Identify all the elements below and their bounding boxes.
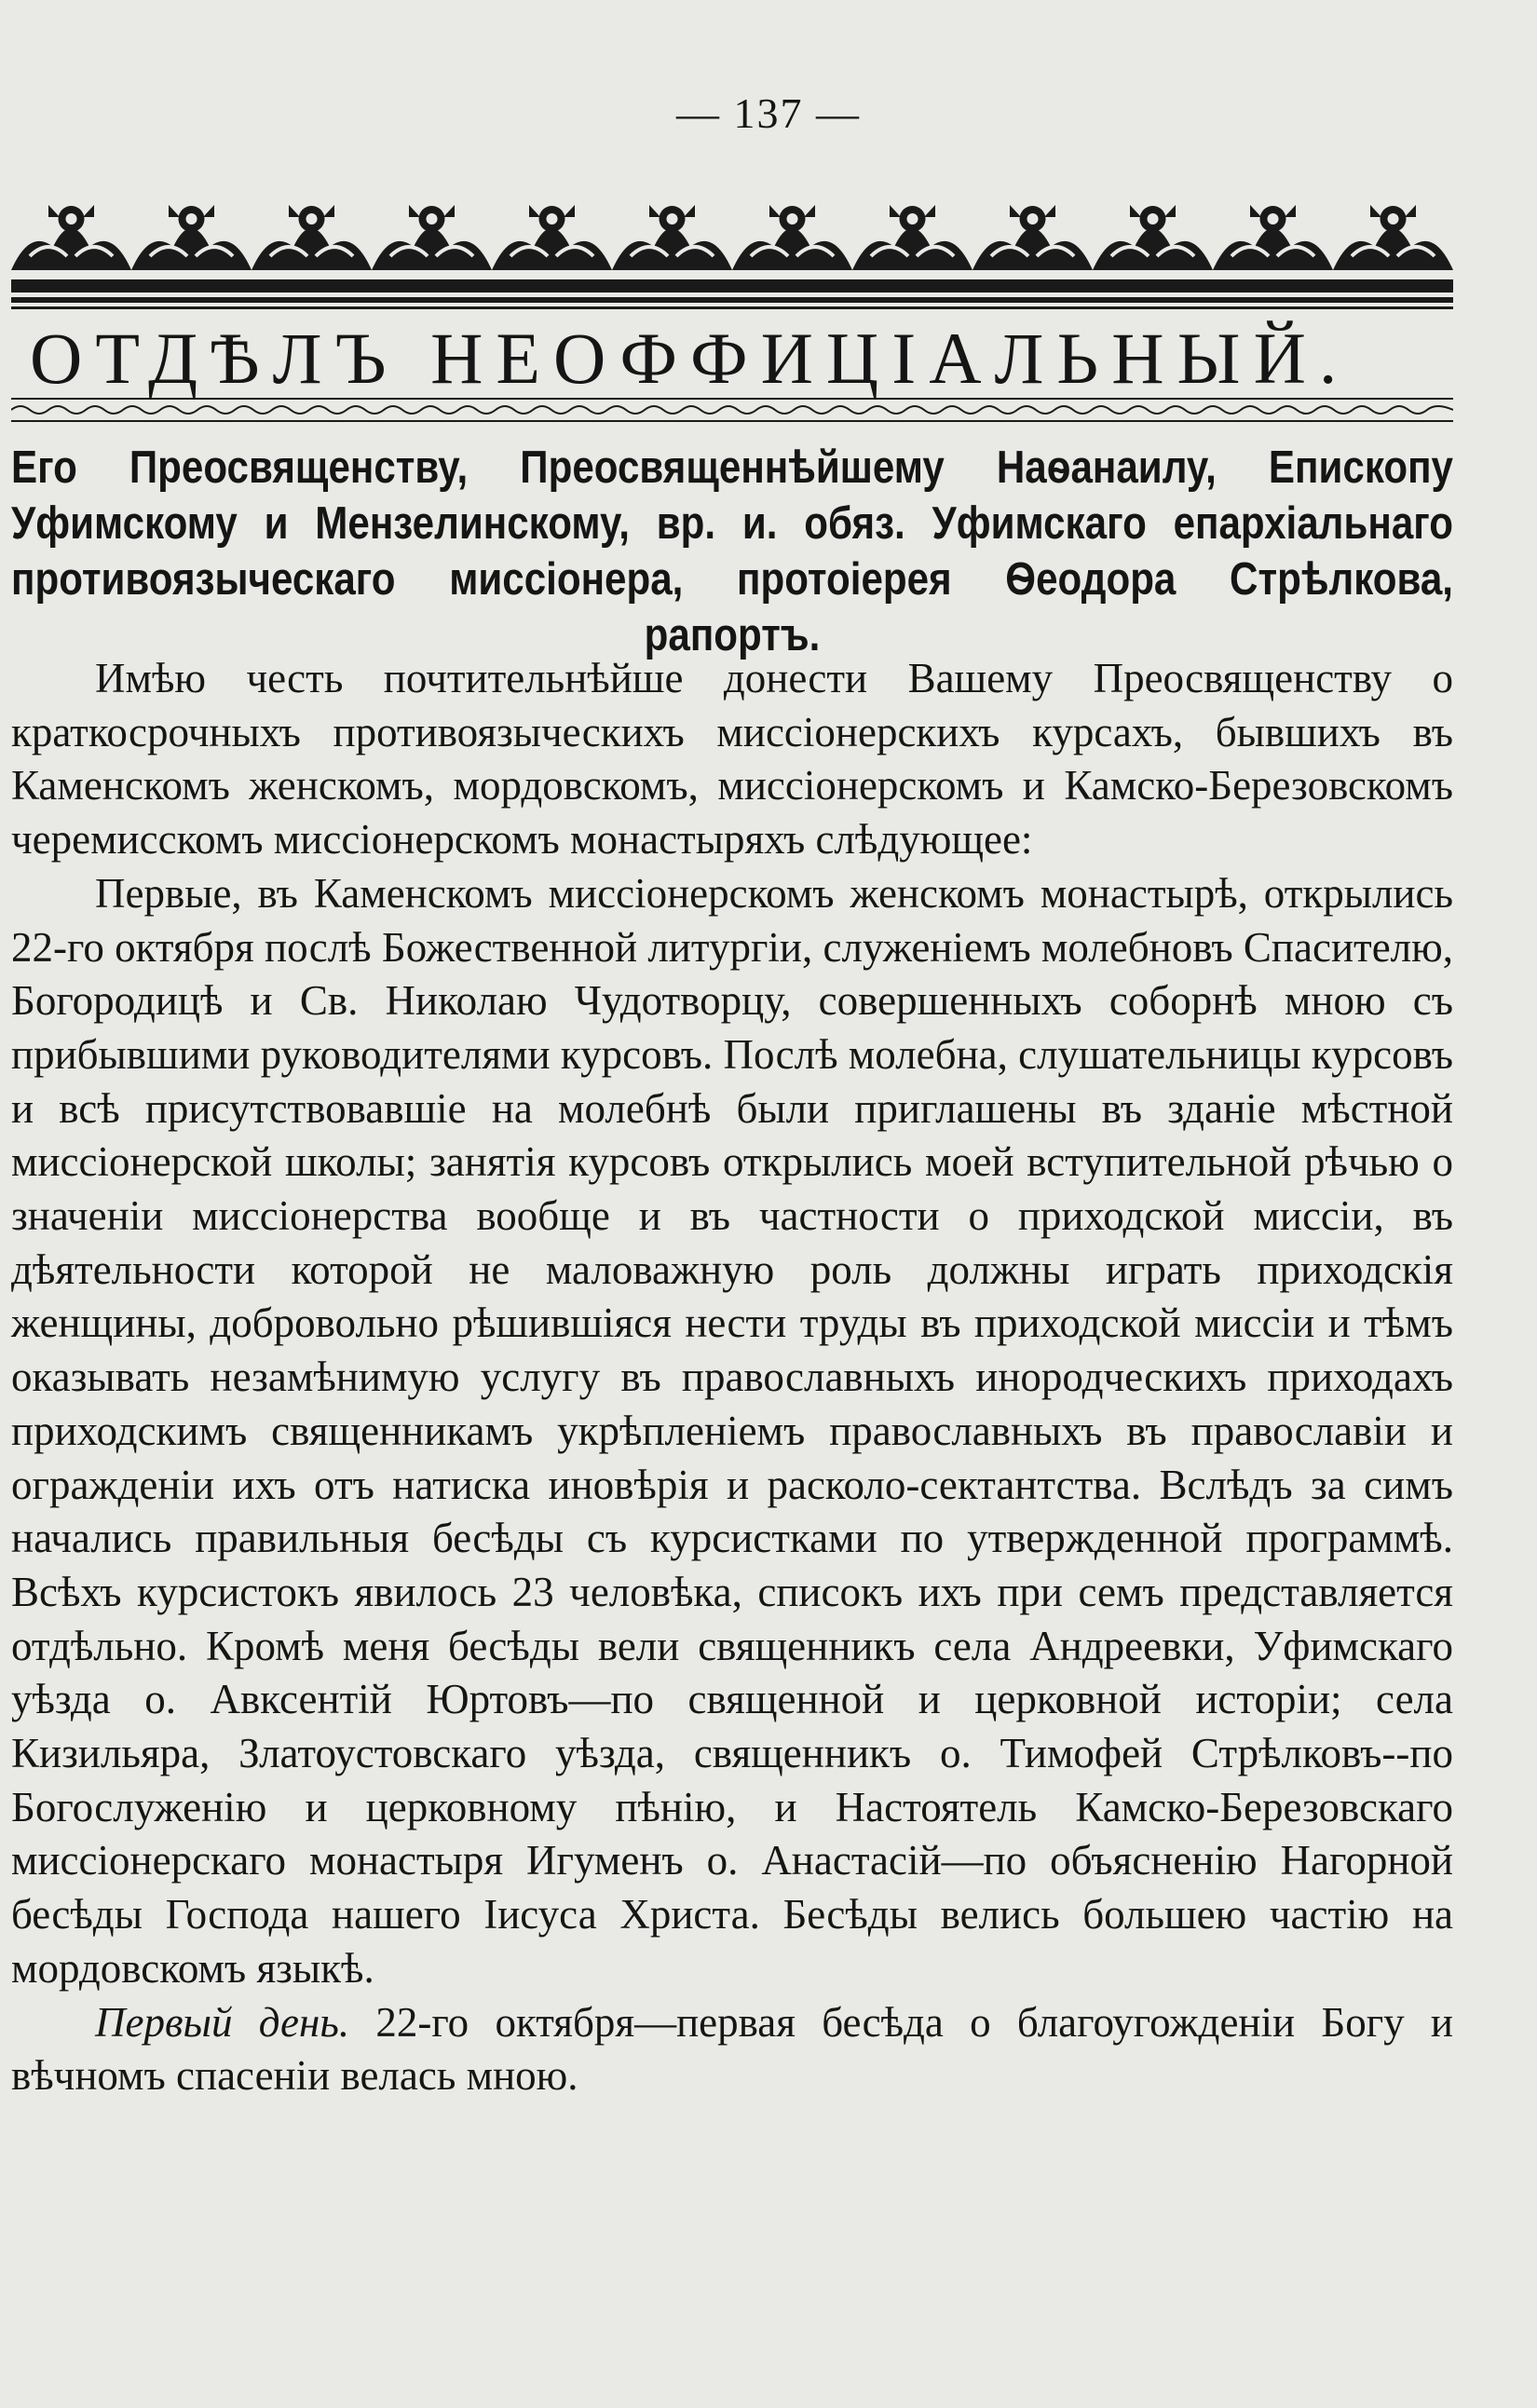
paragraph-intro: Имѣю честь почтительнѣйше донести Вашему Преосвященству о краткосрочныхъ противоязыческихъ миссіонерскихъ курсахъ, бывшихъ въ Каменскомъ женскомъ, мордовскомъ, миссіонерскомъ и Камско-Березовскомъ черемисскомъ миссіонерскомъ монастыряхъ слѣдующее:	[11, 655, 1453, 864]
report-heading: Его Преосвященству, Преосвященнѣйшему Наѳанаилу, Епископу Уфимскому и Мензелинскому, вр. и. обяз. Уфимскаго епархіальнаго противоязыческаго миссіонера, протоіерея Ѳеодора Стрѣлкова, рапортъ.	[11, 442, 1453, 660]
paragraph-first-day	[11, 1996, 1453, 2103]
page-number: — 137 —	[676, 89, 861, 137]
first-day-label: Первый день.	[95, 1998, 350, 2046]
paragraph-main: Первые, въ Каменскомъ миссіонерскомъ женскомъ монастырѣ, открылись 22-го октября послѣ Божественной литургіи, служеніемъ молебновъ Спасителю, Богородицѣ и Св. Николаю Чудотворцу, совершенныхъ соборнѣ мною съ прибывшими руководителями курсовъ. Послѣ молебна, слушательницы курсовъ и всѣ присутствовавшіе на молебнѣ были приглашены въ зданіе мѣстной миссіонерской школы; занятія курсовъ открылись моей вступительной рѣчью о значеніи миссіонерства вообще и въ частности о приходской миссіи, въ дѣятельности которой не маловажную роль должны играть приходскія женщины, добровольно рѣшившіяся нести труды въ приходской миссіи и тѣмъ оказывать незамѣнимую услугу въ православныхъ инородческихъ приходахъ приходскимъ священникамъ укрѣпленіемъ православныхъ въ православіи и огражденіи ихъ отъ натиска иновѣрія и расколо-сектантства. Вслѣдъ за симъ начались правильныя бесѣды съ курсистками по утвержденной программѣ. Всѣхъ курсистокъ явилось 23 человѣка, списокъ ихъ при семъ представляется отдѣльно. Кромѣ меня бесѣды вели священникъ села Андреевки, Уфимскаго уѣзда о. Авксентій Юртовъ—по священной и церковной исторіи; села Кизильяра, Златоустовскаго уѣзда, священникъ о. Тимофей Стрѣлковъ--по Богослуженію и церковному пѣнію, и Настоятель Камско-Березовскаго миссіонерскаго монастыря Игуменъ о. Анастасій—по объясненію Нагорной бесѣды Господа нашего Іисуса Христа. Бесѣды велись большею частію на мордовскомъ языкѣ.	[11, 869, 1453, 1992]
report-body	[11, 652, 1453, 2103]
first-day-text: 22-го октября—первая бесѣда о благоугожденіи Богу и вѣчномъ спасеніи велась мною.	[11, 1998, 1453, 2100]
section-title: ОТДѢЛЪ НЕОФФИЦІАЛЬНЫЙ.	[30, 318, 1351, 399]
ornamental-header-band	[11, 191, 1453, 312]
wavy-divider	[11, 391, 1453, 429]
